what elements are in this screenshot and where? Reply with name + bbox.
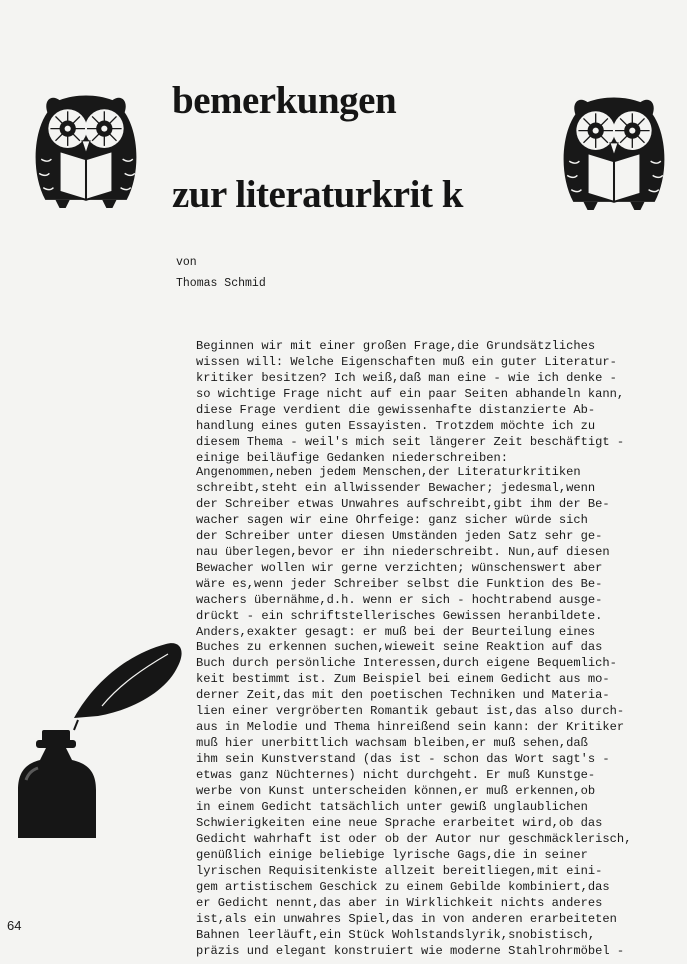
text-line: Buch durch persönliche Interessen,durch eigene Bequemlich- xyxy=(196,656,617,671)
text-line: lien einer vergröberten Romantik gebaut ist,das also durch- xyxy=(196,704,625,719)
text-line: Bewacher wollen wir gerne verzichten; wünschenswert aber xyxy=(196,560,603,575)
text-line: Schwierigkeiten eine neue Sprache erarbeitet wird,ob das xyxy=(196,815,603,830)
text-line: so wichtige Frage nicht auf ein paar Seiten abhandeln kann, xyxy=(196,386,625,401)
text-line: derner Zeit,das mit den poetischen Techniken und Materia- xyxy=(196,688,610,703)
text-line: Angenommen,neben jedem Menschen,der Literaturkritiken xyxy=(196,465,581,479)
article-title-line-2: zur literaturkrit k xyxy=(172,173,463,216)
text-line: werbe von Kunst unterscheiden können,er muß erkennen,ob xyxy=(196,784,596,799)
text-line: schreibt,steht ein allwissender Bewacher; jedesmal,wenn xyxy=(196,480,596,495)
text-line: der Schreiber etwas Unwahres aufschreibt,gibt ihm der Be- xyxy=(196,496,610,511)
text-line: kritiker besitzen? Ich weiß,daß man eine - wie ich denke - xyxy=(196,370,617,385)
text-line: nau überlegen,bevor er ihn niederschreibt. Nun,auf diesen xyxy=(196,544,610,559)
text-line: gem artistischem Geschick zu einem Gebilde kombiniert,das xyxy=(196,879,610,894)
text-line: keit bestimmt ist. Zum Beispiel bei einem Gedicht aus mo- xyxy=(196,672,610,687)
owl-reading-book-illustration-right xyxy=(550,94,678,212)
text-line: diesem Thema - weil's mich seit längerer Zeit beschäftigt - xyxy=(196,434,625,449)
text-line: lyrischen Requisitenkiste allzeit bereitliegen,mit eini- xyxy=(196,863,603,878)
byline-author: Thomas Schmid xyxy=(176,277,266,290)
text-line: der Schreiber unter diesen Umständen jeden Satz sehr ge- xyxy=(196,528,603,543)
text-line: ihm sein Kunstverstand (das ist - schon das Wort sagt's - xyxy=(196,752,610,767)
article-paragraph-2 xyxy=(196,465,676,960)
text-line: präzis und elegant konstruiert wie moderne Stahlrohrmöbel - xyxy=(196,943,625,958)
text-line: Gedicht wahrhaft ist oder ob der Autor nur geschmäcklerisch, xyxy=(196,831,632,846)
page-number: 64 xyxy=(7,918,22,933)
text-line: diese Frage verdient die gewissenhafte distanzierte Ab- xyxy=(196,402,596,417)
text-line: er Gedicht nennt,das aber in Wirklichkeit nichts anderes xyxy=(196,895,603,910)
text-line: wissen will: Welche Eigenschaften muß ein guter Literatur- xyxy=(196,354,617,369)
text-line: muß hier unerbittlich wachsam bleiben,er muß sehen,daß xyxy=(196,736,588,751)
text-line: Bahnen leerläuft,ein Stück Wohlstandslyrik,snobistisch, xyxy=(196,927,596,942)
article-title-line-1: bemerkungen xyxy=(172,79,397,122)
text-line: Buches zu erkennen suchen,wieweit seine Reaktion auf das xyxy=(196,640,603,655)
article-paragraph-1 xyxy=(196,339,676,467)
text-line: genüßlich einige beliebige lyrische Gags,die in seiner xyxy=(196,847,588,862)
owl-reading-book-illustration xyxy=(22,92,150,210)
text-line: etwas ganz Nüchternes) nicht durchgeht. Er muß Kunstge- xyxy=(196,768,596,783)
text-line: drückt - ein schriftstellerisches Gewissen heranbildete. xyxy=(196,608,603,623)
text-line: einige beiläufige Gedanken niederschreiben: xyxy=(196,450,509,465)
text-line: wachers übernähme,d.h. wenn er sich - hochtrabend ausge- xyxy=(196,592,603,607)
text-line: ist,als ein unwahres Spiel,das in von anderen erarbeiteten xyxy=(196,911,617,926)
text-line: wacher sagen wir eine Ohrfeige: ganz sicher würde sich xyxy=(196,512,588,527)
text-line: wäre es,wenn jeder Schreiber selbst die Funktion des Be- xyxy=(196,576,603,591)
byline-von: von xyxy=(176,256,197,269)
text-line: in einem Gedicht tatsächlich unter gewiß unglaublichen xyxy=(196,800,588,815)
text-line: Anders,exakter gesagt: er muß bei der Beurteilung eines xyxy=(196,624,596,639)
text-line: aus in Melodie und Thema hinreißend sein kann: der Kritiker xyxy=(196,720,625,735)
text-line: handlung eines guten Essayisten. Trotzdem möchte ich zu xyxy=(196,418,596,433)
inkwell-with-quill-illustration xyxy=(16,630,186,845)
text-line: Beginnen wir mit einer großen Frage,die Grundsätzliches xyxy=(196,339,596,353)
